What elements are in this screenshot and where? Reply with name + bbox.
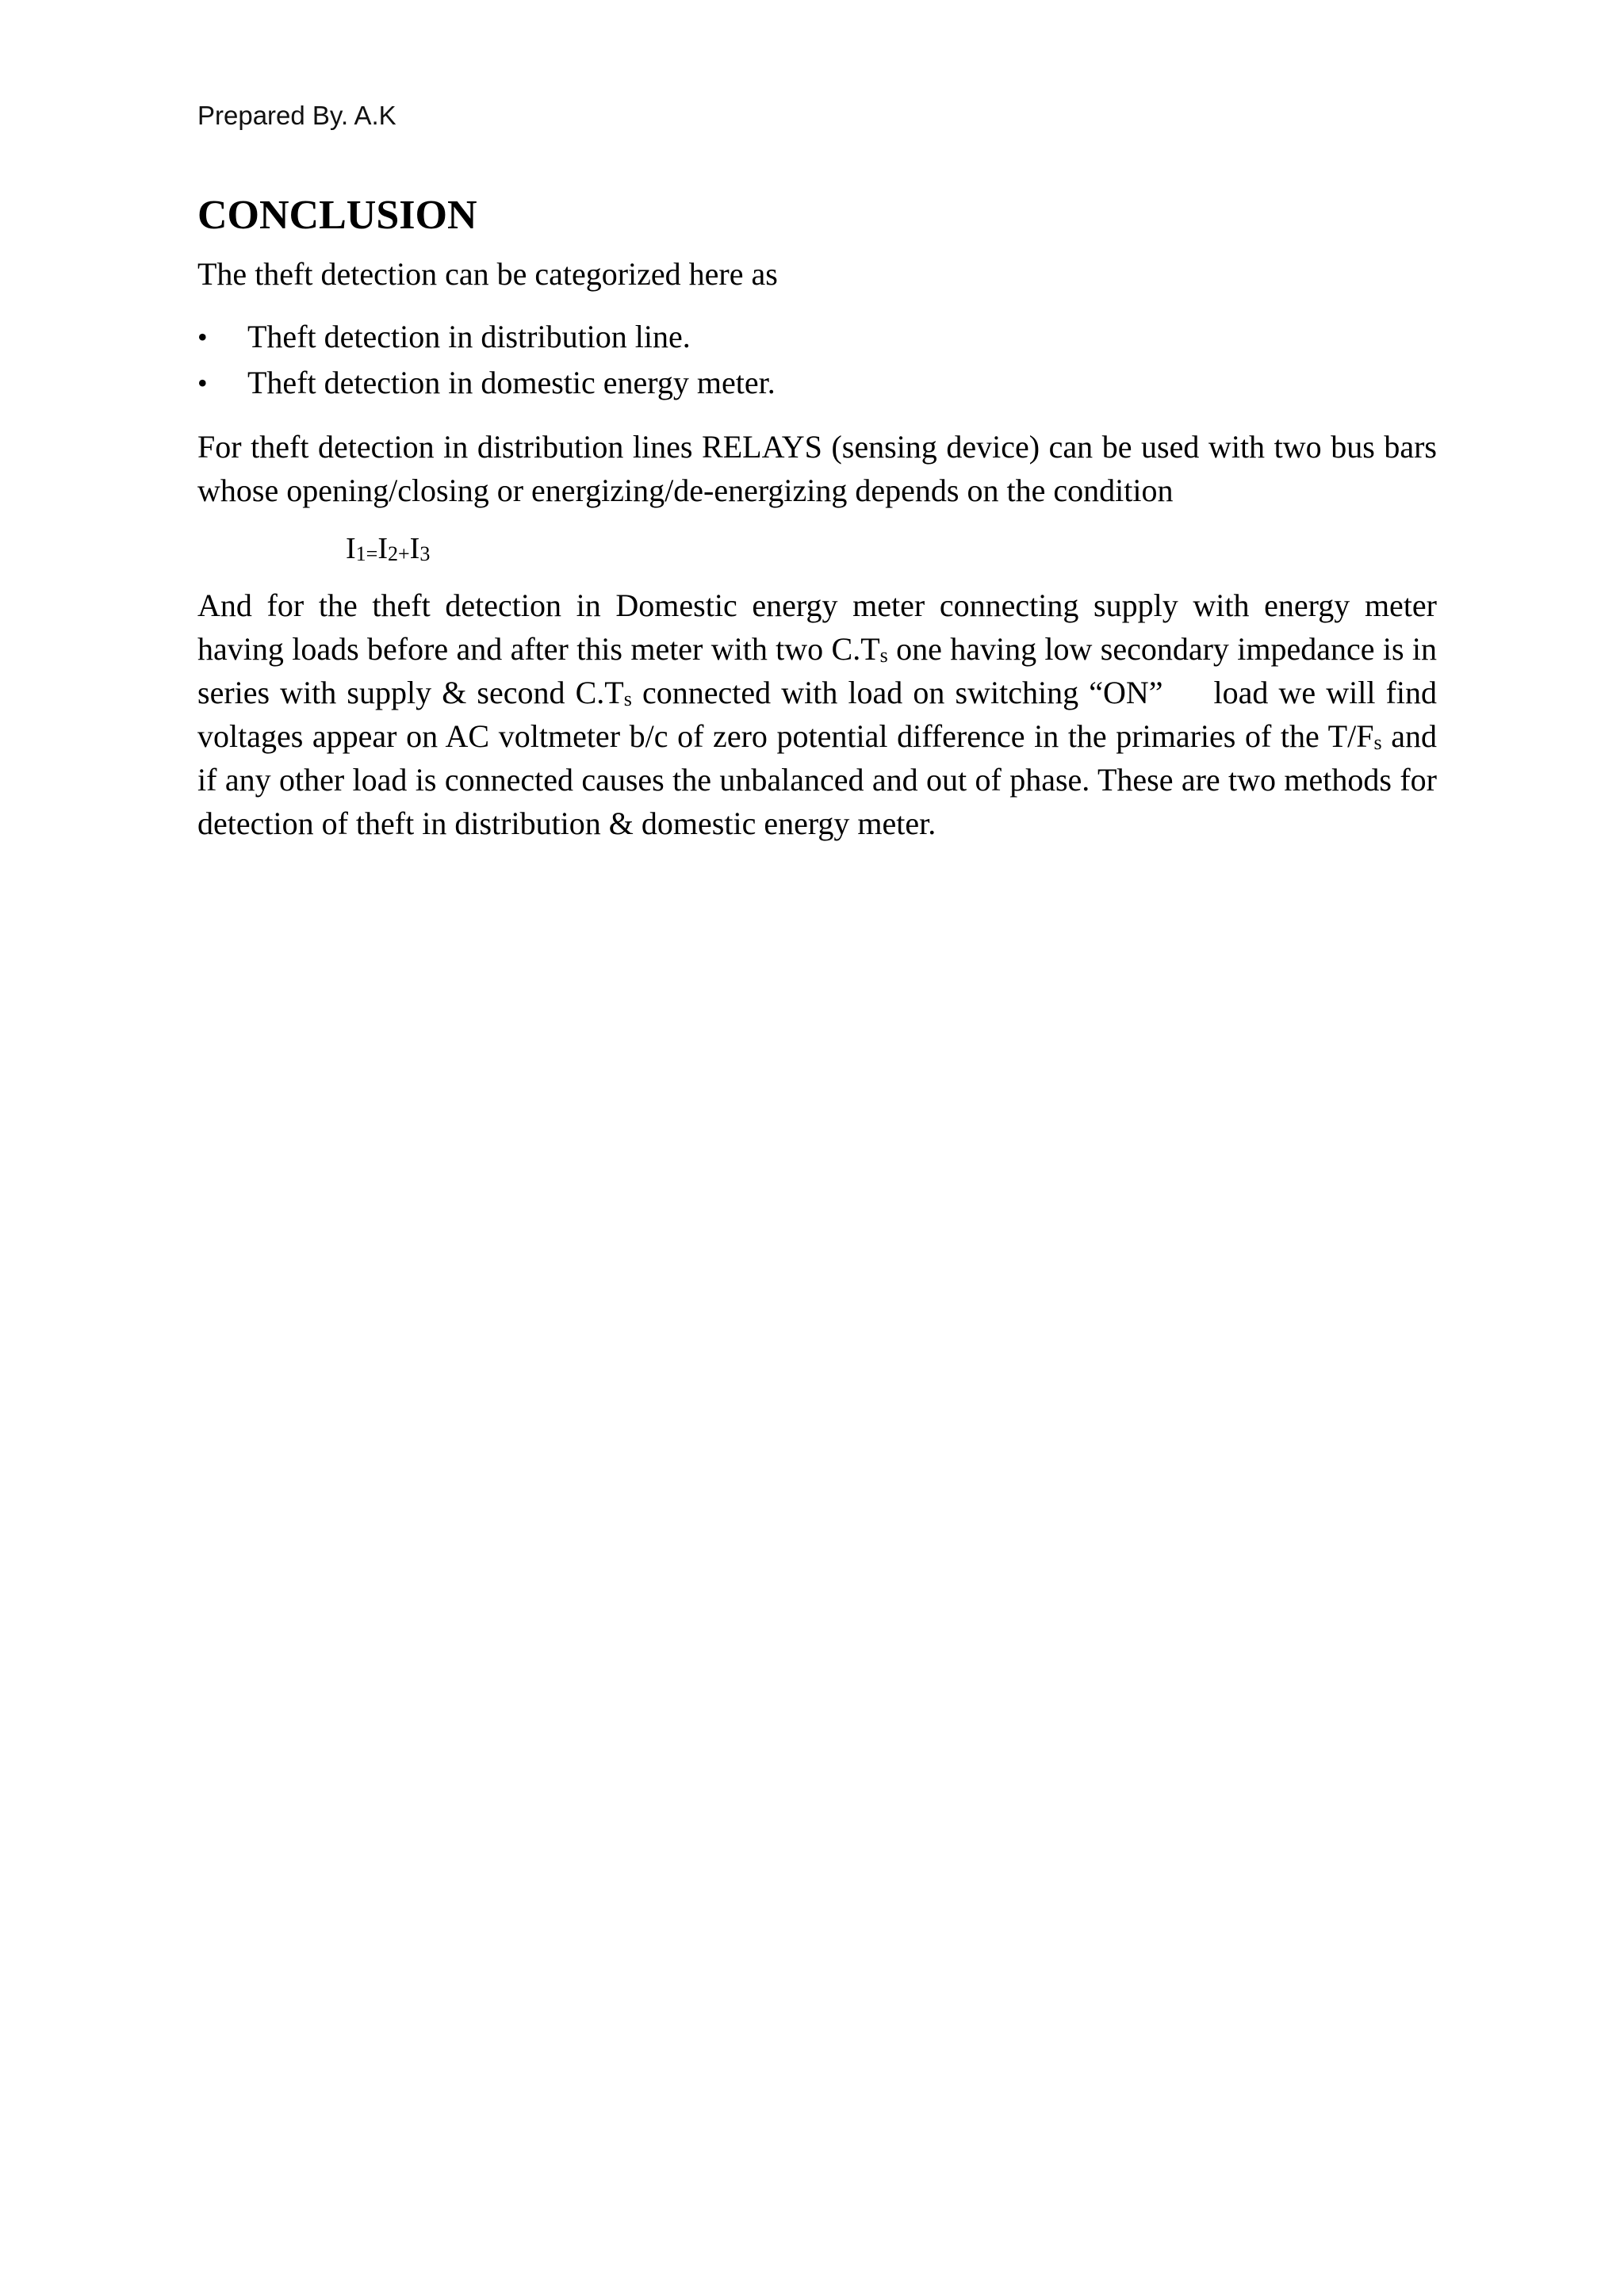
equation-term: I [409,532,420,565]
prepared-by-header: Prepared By. A.K [197,101,396,130]
paragraph-text: and if any other load is connected causes the unbalanced and out of phase. These are two methods for detection of theft in distribution & domestic energy meter. [197,718,1437,841]
bullet-icon: • [197,367,208,399]
list-item-text: Theft detection in domestic energy meter. [247,365,776,400]
list-item [197,314,1437,360]
bullet-icon: • [197,321,208,353]
paragraph-text: load [1213,675,1269,710]
paragraph-text: one having low secondary impedance is in series with supply & second C.T [197,631,1437,710]
equation-operator: + [397,542,410,565]
subscript-text: s [1373,731,1382,754]
paragraph-distribution-lines: For theft detection in distribution lines RELAYS (sensing device) can be used with two bus bars whose opening/closing or energizing/de-energizing depends on the condition [197,429,1437,508]
equation-term: I [377,532,388,565]
intro-text: The theft detection can be categorized here as [197,256,778,292]
equation-subscript: 2 [387,542,398,565]
equation-operator: = [366,542,378,565]
list-item [197,360,1437,406]
paragraph-text: And for the theft detection in Domestic energy meter connecting supply with energy meter having loads before and after this meter with two C.T [197,587,1437,667]
equation-subscript: 1 [355,542,366,565]
paragraph-domestic-meter [197,584,1437,845]
subscript-text: s [623,687,632,710]
bullet-list [197,314,1437,406]
equation-term: I [346,532,356,565]
subscript-text: s [879,644,888,667]
list-item-text: Theft detection in distribution line. [247,319,691,354]
paragraph-text: connected with load on switching “ON” [631,675,1163,710]
current-equation [346,527,1437,570]
document-body [197,190,1437,845]
equation-subscript: 3 [419,542,431,565]
section-title: CONCLUSION [197,193,477,238]
paragraph-text: we will find voltages appear on AC voltmeter b/c of zero potential difference in the primaries of the T/F [197,675,1438,754]
